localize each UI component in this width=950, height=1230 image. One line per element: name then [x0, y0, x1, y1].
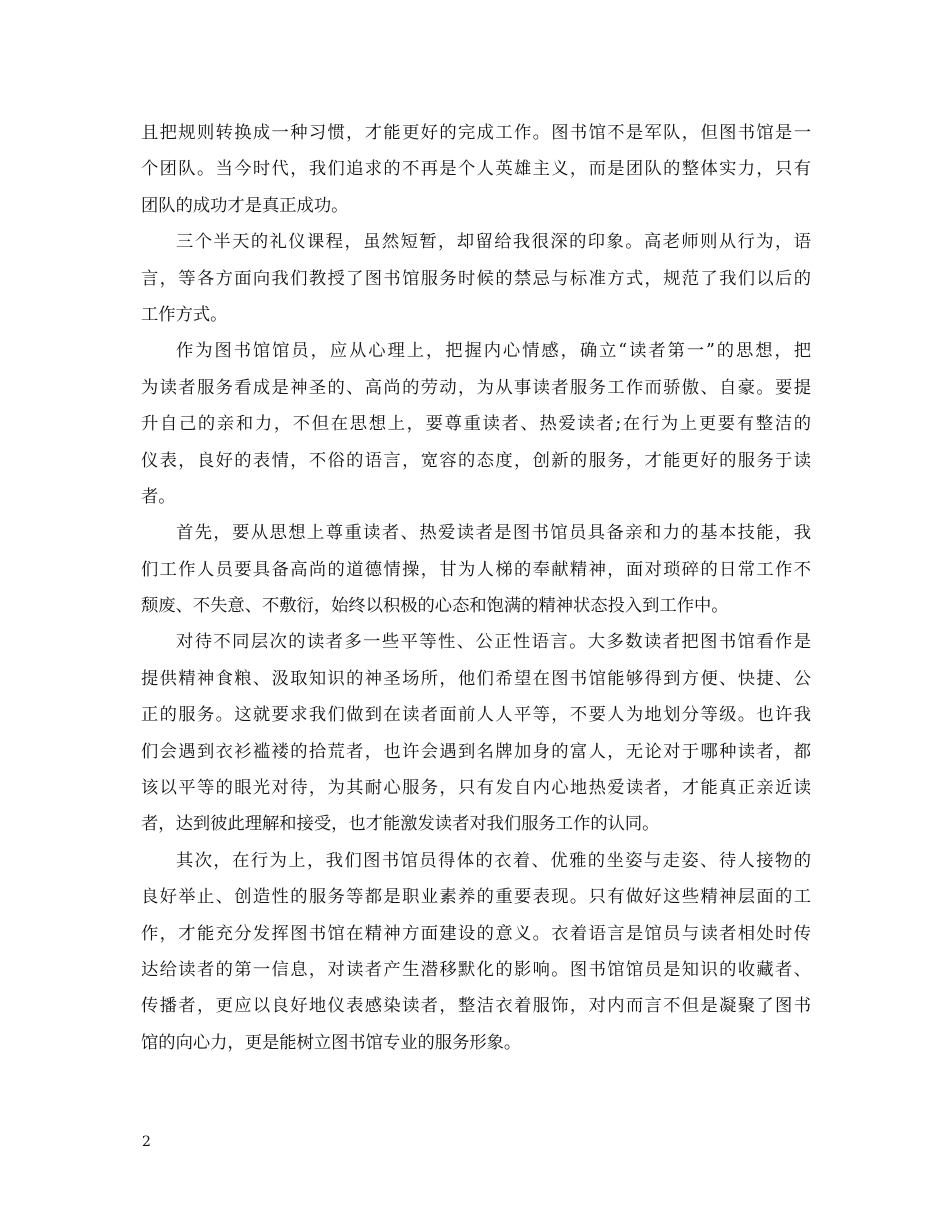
text-line: 作，才能充分发挥图书馆在精神方面建设的意义。衣着语言是馆员与读者相处时传	[141, 923, 811, 944]
text-line: 达给读者的第一信息，对读者产生潜移默化的影响。图书馆馆员是知识的收藏者、	[141, 959, 811, 980]
text-line: 三个半天的礼仪课程，虽然短暂，却留给我很深的印象。高老师则从行为，语	[176, 232, 811, 253]
body-text	[141, 115, 811, 1061]
text-line: 提供精神食粮、汲取知识的神圣场所，他们希望在图书馆能够得到方便、快捷、公	[141, 668, 811, 689]
text-line: 首先，要从思想上尊重读者、热爱读者是图书馆员具备亲和力的基本技能，我	[176, 523, 811, 544]
text-line: 该以平等的眼光对待，为其耐心服务，只有发自内心地热爱读者，才能真正亲近读	[141, 778, 811, 799]
text-line: 其次，在行为上，我们图书馆员得体的衣着、优雅的坐姿与走姿、待人接物的	[176, 850, 811, 871]
text-line: 者，达到彼此理解和接受，也才能激发读者对我们服务工作的认同。	[141, 814, 660, 835]
text-line: 为读者服务看成是神圣的、高尚的劳动，为从事读者服务工作而骄傲、自豪。要提	[141, 377, 811, 398]
text-line: 团队的成功才是真正成功。	[141, 195, 349, 216]
text-line: 言，等各方面向我们教授了图书馆服务时候的禁忌与标准方式，规范了我们以后的	[141, 268, 811, 289]
text-line: 们工作人员要具备高尚的道德情操，甘为人梯的奉献精神，面对琐碎的日常工作不	[141, 559, 811, 580]
text-line: 传播者，更应以良好地仪表感染读者，整洁衣着服饰，对内而言不但是凝聚了图书	[141, 996, 811, 1017]
text-line: 个团队。当今时代，我们追求的不再是个人英雄主义，而是团队的整体实力，只有	[141, 159, 811, 180]
text-line: 工作方式。	[141, 304, 228, 325]
text-line: 馆的向心力，更是能树立图书馆专业的服务形象。	[141, 1032, 522, 1053]
text-line: 们会遇到衣衫褴褛的拾荒者，也许会遇到名牌加身的富人，无论对于哪种读者，都	[141, 741, 811, 762]
text-line: 作为图书馆馆员，应从心理上，把握内心情感，确立“读者第一”的思想，把	[176, 341, 811, 362]
text-line: 者。	[141, 486, 176, 507]
text-line: 升自己的亲和力，不但在思想上，要尊重读者、热爱读者;在行为上更要有整洁的	[141, 414, 811, 435]
text-line: 对待不同层次的读者多一些平等性、公正性语言。大多数读者把图书馆看作是	[176, 632, 811, 653]
text-line: 正的服务。这就要求我们做到在读者面前人人平等，不要人为地划分等级。也许我	[141, 705, 811, 726]
text-line: 且把规则转换成一种习惯，才能更好的完成工作。图书馆不是军队，但图书馆是一	[141, 123, 811, 143]
text-line: 颓废、不失意、不敷衍，始终以积极的心态和饱满的精神状态投入到工作中。	[141, 596, 729, 617]
text-line: 仪表，良好的表情，不俗的语言，宽容的态度，创新的服务，才能更好的服务于读	[141, 450, 811, 471]
page-number: 2	[142, 1134, 151, 1150]
text-line: 良好举止、创造性的服务等都是职业素养的重要表现。只有做好这些精神层面的工	[141, 887, 811, 908]
